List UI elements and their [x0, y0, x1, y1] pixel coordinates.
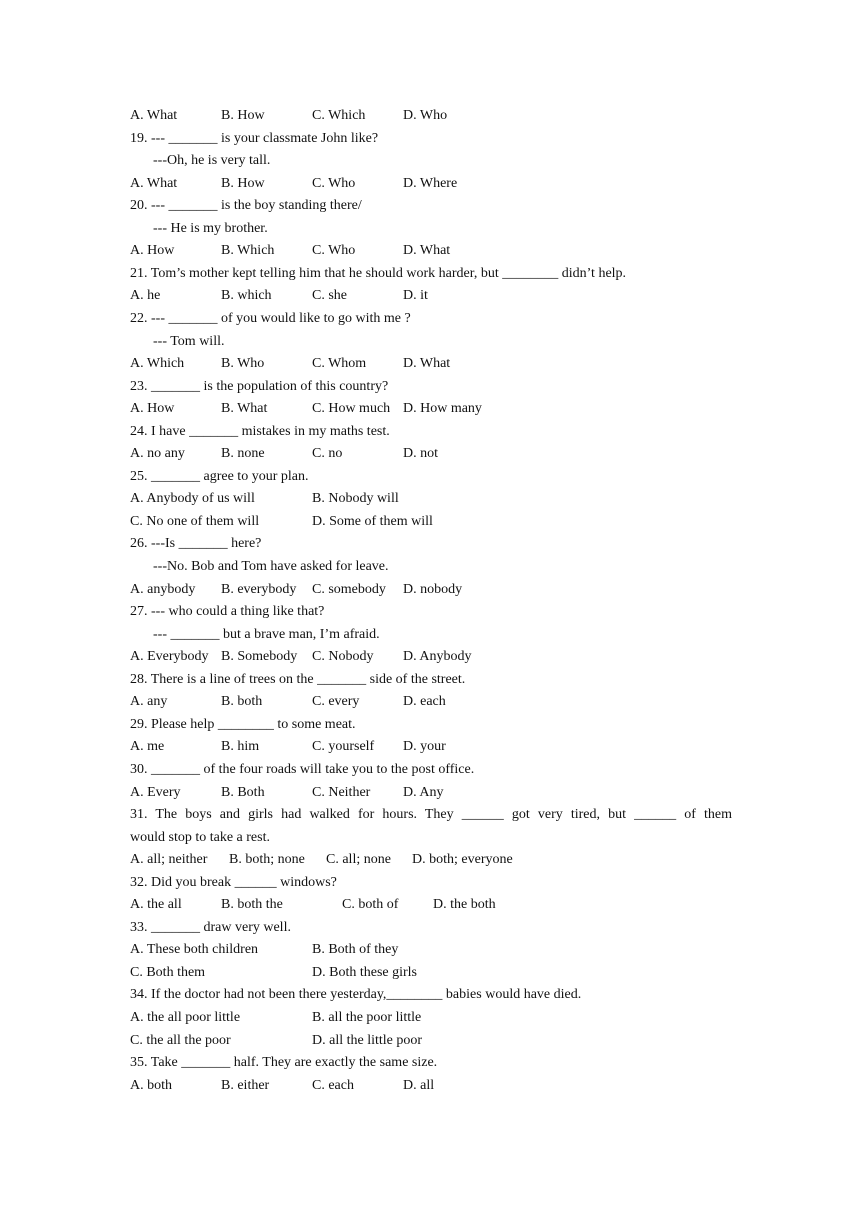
question-text: 32. Did you break ______ windows? [130, 874, 337, 890]
dialogue-line: --- Tom will. [153, 333, 225, 349]
answer-option: D. Some of them will [312, 513, 433, 529]
answer-option: B. How [221, 108, 265, 123]
answer-option: A. These both children [130, 942, 259, 958]
answer-option: C. No one of them will [130, 513, 260, 529]
question-text: would stop to take a rest. [130, 829, 270, 845]
answer-option: D. not [403, 446, 438, 462]
answer-option: B. How [221, 175, 265, 191]
answer-option: B. both; none [229, 852, 305, 868]
answer-option: D. it [403, 288, 428, 304]
answer-option: D. What [403, 356, 451, 372]
question-text: 20. --- _______ is the boy standing there/ [130, 198, 362, 214]
answer-option: A. How [130, 243, 175, 259]
dialogue-line: --- He is my brother. [153, 220, 268, 236]
answer-option: D. the both [433, 897, 496, 913]
answer-option: C. How much [312, 401, 391, 417]
answer-option: C. Who [312, 175, 356, 191]
answer-option: C. Neither [312, 784, 371, 800]
answer-option: C. every [312, 694, 360, 710]
dialogue-line: ---Oh, he is very tall. [153, 153, 271, 169]
answer-option: B. all the poor little [312, 1010, 422, 1025]
answer-option: C. she [312, 288, 347, 304]
question-text: 30. _______ of the four roads will take you to the post office. [130, 761, 475, 777]
answer-option: C. all; none [326, 852, 391, 868]
answer-option: B. either [221, 1077, 270, 1093]
answer-option: C. Whom [312, 356, 367, 372]
question-text: 26. ---Is _______ here? [130, 536, 262, 552]
answer-option: A. Every [130, 784, 181, 800]
answer-option: D. What [403, 243, 451, 259]
answer-option: C. Which [312, 108, 366, 123]
answer-option: B. which [221, 288, 272, 304]
answer-option: C. both of [342, 897, 399, 913]
answer-option: A. the all poor little [130, 1010, 241, 1025]
question-text: 23. _______ is the population of this country? [130, 378, 389, 394]
answer-option: B. What [221, 401, 268, 417]
answer-option: A. both [130, 1077, 172, 1093]
answer-option: C. Who [312, 243, 356, 259]
answer-option: B. both the [221, 897, 283, 913]
answer-option: A. the all [130, 897, 182, 913]
answer-option: A. he [130, 288, 161, 304]
answer-option: B. him [221, 739, 260, 755]
answer-option: B. Which [221, 243, 275, 259]
answer-option: B. Both of they [312, 942, 399, 958]
answer-option: D. Anybody [403, 649, 472, 665]
answer-option: B. Who [221, 356, 265, 372]
answer-option: B. Somebody [221, 649, 298, 665]
answer-option: D. How many [403, 401, 482, 417]
question-text: 28. There is a line of trees on the _______ side of the street. [130, 671, 466, 687]
answer-option: A. any [130, 694, 168, 710]
answer-option: D. Both these girls [312, 964, 417, 980]
question-text: 24. I have _______ mistakes in my maths test. [130, 423, 390, 439]
answer-option: A. no any [130, 446, 185, 462]
answer-option: D. all the little poor [312, 1032, 423, 1048]
question-text: 31. The boys and girls had walked for hours. They ______ got very tired, but ______ of them [130, 807, 732, 823]
answer-option: C. Nobody [312, 649, 374, 665]
answer-option: A. Anybody of us will [130, 491, 255, 507]
answer-option: C. somebody [312, 581, 386, 597]
answer-option: B. Nobody will [312, 491, 399, 507]
answer-option: B. both [221, 694, 263, 710]
question-text: 35. Take _______ half. They are exactly the same size. [130, 1055, 438, 1071]
answer-option: D. Who [403, 108, 448, 123]
answer-option: B. none [221, 446, 265, 462]
answer-option: A. anybody [130, 581, 196, 597]
answer-option: B. everybody [221, 581, 297, 597]
answer-option: D. nobody [403, 581, 463, 597]
answer-option: B. Both [221, 784, 265, 800]
dialogue-line: --- _______ but a brave man, I’m afraid. [153, 626, 380, 642]
answer-option: A. me [130, 739, 165, 755]
answer-option: D. each [403, 694, 446, 710]
answer-option: D. your [403, 739, 446, 755]
answer-option: A. Everybody [130, 649, 209, 665]
answer-option: C. no [312, 446, 343, 462]
answer-option: A. What [130, 175, 178, 191]
answer-option: D. Any [403, 784, 444, 800]
answer-option: C. each [312, 1077, 354, 1093]
question-text: 33. _______ draw very well. [130, 919, 291, 935]
answer-option: A. What [130, 108, 178, 123]
question-text: 22. --- _______ of you would like to go with me ? [130, 310, 411, 326]
answer-option: D. all [403, 1077, 435, 1093]
answer-option: C. the all the poor [130, 1032, 231, 1048]
question-text: 34. If the doctor had not been there yesterday,________ babies would have died. [130, 987, 582, 1003]
question-text: 25. _______ agree to your plan. [130, 468, 309, 484]
answer-option: C. yourself [312, 739, 375, 755]
dialogue-line: ---No. Bob and Tom have asked for leave. [153, 559, 389, 574]
question-text: 29. Please help ________ to some meat. [130, 716, 356, 732]
question-text: 21. Tom’s mother kept telling him that he should work harder, but ________ didn’t help. [130, 265, 627, 281]
question-text: 19. --- _______ is your classmate John like? [130, 130, 379, 146]
question-text: 27. --- who could a thing like that? [130, 604, 325, 620]
answer-option: D. both; everyone [412, 852, 513, 868]
answer-option: C. Both them [130, 964, 206, 980]
answer-option: D. Where [403, 175, 458, 191]
answer-option: A. Which [130, 356, 185, 372]
answer-option: A. all; neither [130, 852, 208, 868]
answer-option: A. How [130, 401, 175, 417]
